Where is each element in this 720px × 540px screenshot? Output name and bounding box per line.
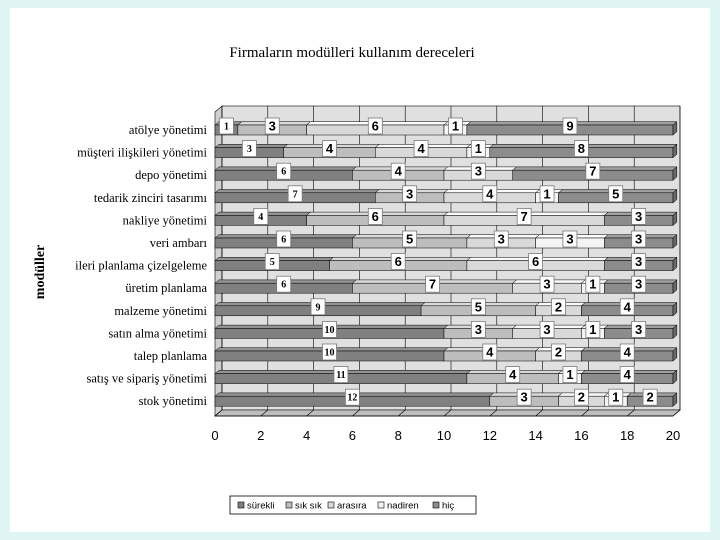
- data-label: 6: [281, 234, 287, 246]
- data-label: 4: [623, 344, 631, 360]
- data-label: 6: [394, 254, 402, 270]
- data-label: 3: [543, 321, 551, 337]
- data-label: 6: [371, 208, 379, 224]
- data-label: 6: [531, 254, 540, 270]
- category-label-group: [75, 123, 207, 408]
- data-label: 1: [589, 321, 597, 337]
- legend-swatch: [378, 502, 384, 508]
- x-tick-label: 0: [211, 428, 219, 443]
- data-label: 6: [281, 279, 287, 291]
- chart-title: Firmaların modülleri kullanım dereceleri: [229, 45, 475, 61]
- data-label: 5: [474, 299, 482, 315]
- x-tick-label: 8: [394, 428, 402, 443]
- legend-label: sık sık: [295, 500, 322, 512]
- category-label: ileri planlama çizelgeleme: [75, 258, 207, 273]
- data-label: 4: [486, 186, 494, 202]
- data-label: 4: [325, 141, 334, 157]
- data-label: 1: [589, 276, 597, 292]
- data-label: 1: [474, 141, 482, 157]
- data-label: 6: [281, 166, 287, 178]
- data-label: 9: [315, 302, 321, 314]
- data-label: 3: [406, 186, 414, 202]
- data-label: 7: [428, 276, 437, 292]
- data-label: 7: [292, 189, 298, 201]
- x-tick-label: 18: [619, 428, 635, 443]
- data-label: 4: [394, 163, 402, 179]
- x-tick-label: 20: [665, 428, 681, 443]
- y-axis-label: modüller: [33, 244, 48, 300]
- x-tick-group: [211, 428, 680, 443]
- data-label: 3: [635, 208, 643, 224]
- legend-swatch: [238, 502, 244, 508]
- data-label: 3: [497, 231, 505, 247]
- legend: [230, 496, 476, 514]
- data-label: 5: [269, 257, 275, 269]
- data-label: 10: [324, 324, 335, 336]
- x-tick-label: 14: [528, 428, 543, 443]
- data-label: 2: [646, 389, 654, 405]
- x-tick-label: 16: [574, 428, 589, 443]
- category-label: malzeme yönetimi: [114, 303, 207, 318]
- data-label: 3: [474, 321, 482, 337]
- data-label: 2: [554, 344, 563, 360]
- category-label: üretim planlama: [125, 281, 207, 296]
- category-label: depo yönetimi: [135, 168, 207, 183]
- data-label: 10: [324, 347, 335, 359]
- data-label: 1: [451, 118, 460, 134]
- data-label: 1: [612, 389, 620, 405]
- category-label: nakliye yönetimi: [122, 213, 207, 228]
- x-tick-label: 4: [302, 428, 311, 443]
- legend-label: hiç: [442, 500, 455, 512]
- slide: [10, 8, 710, 532]
- data-label: 1: [543, 186, 551, 202]
- data-label: 4: [486, 344, 494, 360]
- data-label: 2: [554, 299, 563, 315]
- data-label: 7: [520, 208, 528, 224]
- data-label: 3: [268, 118, 276, 134]
- data-label: 2: [577, 389, 586, 405]
- category-label: veri ambarı: [149, 236, 207, 250]
- x-tick-label: 10: [436, 428, 452, 443]
- data-label: 4: [258, 211, 264, 223]
- x-tick-label: 12: [482, 428, 498, 443]
- data-label: 5: [406, 231, 414, 247]
- data-label: 3: [635, 321, 643, 337]
- data-label: 3: [246, 144, 252, 156]
- category-label: stok yönetimi: [138, 394, 207, 409]
- data-label: 4: [509, 367, 517, 383]
- legend-swatch: [433, 502, 439, 508]
- data-label: 9: [566, 118, 574, 134]
- usage-chart: [10, 8, 710, 532]
- category-label: müşteri ilişkileri yönetimi: [77, 145, 207, 160]
- data-label: 12: [347, 392, 358, 404]
- x-tick-label: 2: [257, 428, 265, 443]
- x-tick-label: 6: [348, 428, 357, 443]
- data-label: 3: [635, 231, 643, 247]
- legend-label: sürekli: [247, 500, 275, 512]
- data-label: 3: [543, 276, 551, 292]
- data-label: 5: [612, 186, 620, 202]
- data-label: 7: [589, 163, 597, 179]
- data-label: 1: [566, 367, 574, 383]
- data-label: 3: [474, 163, 482, 179]
- data-label: 1: [223, 121, 229, 133]
- category-label: tedarik zinciri tasarımı: [93, 190, 207, 205]
- data-label: 4: [623, 299, 631, 315]
- data-label: 6: [371, 118, 379, 134]
- data-label: 8: [577, 141, 586, 157]
- data-label: 3: [520, 389, 528, 405]
- legend-swatch: [286, 502, 292, 508]
- legend-swatch: [328, 502, 334, 508]
- category-label: atölye yönetimi: [128, 123, 207, 137]
- data-label: 3: [635, 254, 643, 270]
- data-label: 4: [417, 141, 425, 157]
- data-label: 3: [635, 276, 643, 292]
- category-label: talep planlama: [133, 349, 207, 363]
- category-label: satın alma yönetimi: [108, 326, 207, 341]
- legend-label: nadiren: [387, 500, 419, 512]
- category-label: satış ve sipariş yönetimi: [86, 371, 207, 386]
- legend-label: arasıra: [337, 500, 367, 512]
- data-label: 4: [623, 367, 631, 383]
- data-label: 3: [566, 231, 574, 247]
- data-label: 11: [336, 370, 346, 382]
